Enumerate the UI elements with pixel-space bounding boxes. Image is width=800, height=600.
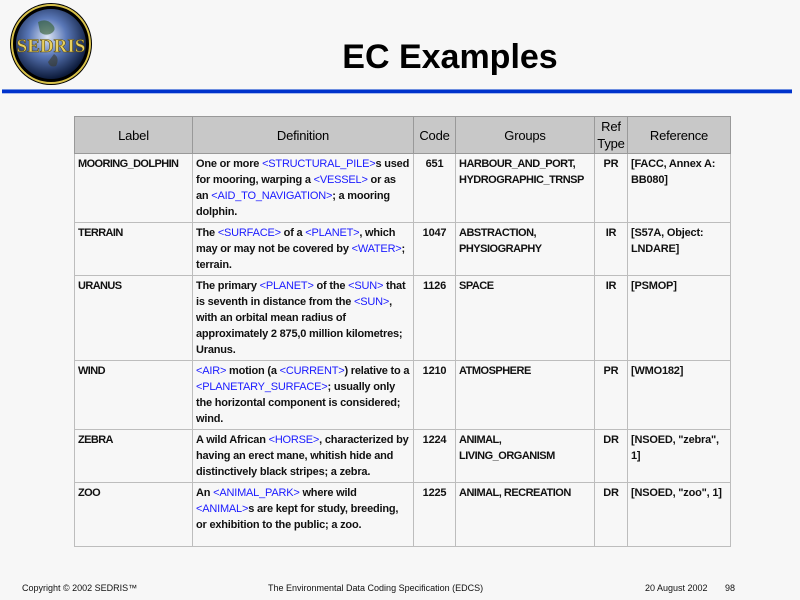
- cell-ref-type: DR: [595, 483, 628, 547]
- cell-reference: [NSOED, "zoo", 1]: [628, 483, 731, 547]
- concept-reference-link[interactable]: <AIR>: [196, 365, 227, 377]
- cell-groups: SPACE: [456, 276, 595, 361]
- definition-text: , which may or may not be covered by: [196, 227, 396, 255]
- col-header-label: Label: [75, 117, 193, 154]
- definition-text: , with an orbital mean radius of approximately 2 875,0 million kilometres; Uranus.: [196, 296, 403, 356]
- concept-reference-link[interactable]: <PLANETARY_SURFACE>: [196, 381, 328, 393]
- cell-ref-type: IR: [595, 276, 628, 361]
- cell-reference: [PSMOP]: [628, 276, 731, 361]
- col-header-ref-type: Ref Type: [595, 117, 628, 154]
- concept-reference-link[interactable]: <WATER>: [351, 243, 402, 255]
- definition-text: s are kept for study, breeding, or exhibition to the public; a zoo.: [196, 503, 399, 531]
- concept-reference-link[interactable]: <ANIMAL_PARK>: [213, 487, 300, 499]
- cell-code: 1047: [414, 223, 456, 276]
- concept-reference-link[interactable]: <HORSE>: [268, 434, 320, 446]
- definition-text: s used for mooring, warping a: [196, 158, 410, 186]
- table-row: [75, 361, 731, 430]
- col-header-groups: Groups: [456, 117, 595, 154]
- table-header-row: [75, 117, 731, 154]
- definition-text: ; terrain.: [196, 243, 406, 271]
- cell-reference: [WMO182]: [628, 361, 731, 430]
- concept-reference-link[interactable]: <SUN>: [348, 280, 384, 292]
- definition-text: where wild: [299, 487, 357, 499]
- footer-copyright: Copyright © 2002 SEDRIS™: [22, 583, 138, 593]
- table-row: [75, 483, 731, 547]
- concept-reference-link[interactable]: <CURRENT>: [279, 365, 345, 377]
- cell-code: 1210: [414, 361, 456, 430]
- cell-label: TERRAIN: [75, 223, 193, 276]
- concept-reference-link[interactable]: <PLANET>: [305, 227, 360, 239]
- definition-text: , characterized by having an erect mane, whitish hide and distinctively black stripes; a zebra.: [196, 434, 409, 478]
- cell-groups: ATMOSPHERE: [456, 361, 595, 430]
- cell-ref-type: DR: [595, 430, 628, 483]
- definition-text: An: [196, 487, 214, 499]
- table-row: [75, 223, 731, 276]
- definition-text: motion (a: [226, 365, 280, 377]
- cell-definition: [193, 276, 414, 361]
- col-header-reference: Reference: [628, 117, 731, 154]
- concept-reference-link[interactable]: <ANIMAL>: [196, 503, 249, 515]
- definition-text: The primary: [196, 280, 260, 292]
- cell-definition: [193, 154, 414, 223]
- cell-code: 1224: [414, 430, 456, 483]
- cell-groups: ANIMAL, RECREATION: [456, 483, 595, 547]
- concept-reference-link[interactable]: <AID_TO_NAVIGATION>: [211, 190, 333, 202]
- page-number: 98: [725, 583, 736, 593]
- cell-groups: HARBOUR_AND_PORT, HYDROGRAPHIC_TRNSP: [456, 154, 595, 223]
- concept-reference-link[interactable]: <STRUCTURAL_PILE>: [262, 158, 376, 170]
- cell-definition: [193, 223, 414, 276]
- definition-text: ; usually only the horizontal component is considered; wind.: [196, 381, 401, 425]
- table-row: [75, 430, 731, 483]
- cell-reference: [FACC, Annex A: BB080]: [628, 154, 731, 223]
- definition-text: ) relative to a: [344, 365, 410, 377]
- cell-label: WIND: [75, 361, 193, 430]
- cell-ref-type: IR: [595, 223, 628, 276]
- definition-text: One or more: [196, 158, 263, 170]
- footer-spec-title: The Environmental Data Coding Specification (EDCS): [268, 583, 484, 593]
- cell-label: MOORING_DOLPHIN: [75, 154, 193, 223]
- cell-reference: [NSOED, "zebra", 1]: [628, 430, 731, 483]
- table-row: [75, 154, 731, 223]
- cell-groups: ANIMAL, LIVING_ORGANISM: [456, 430, 595, 483]
- footer-date: 20 August 2002: [645, 583, 708, 593]
- concept-reference-link[interactable]: <VESSEL>: [313, 174, 368, 186]
- cell-definition: [193, 361, 414, 430]
- cell-ref-type: PR: [595, 361, 628, 430]
- cell-label: ZOO: [75, 483, 193, 547]
- cell-code: 651: [414, 154, 456, 223]
- concept-reference-link[interactable]: <SUN>: [354, 296, 390, 308]
- cell-label: ZEBRA: [75, 430, 193, 483]
- col-header-code: Code: [414, 117, 456, 154]
- definition-text: A wild African: [196, 434, 269, 446]
- definition-text: ; a mooring dolphin.: [196, 190, 390, 218]
- page-title: EC Examples: [342, 38, 558, 76]
- title-divider: [2, 89, 792, 94]
- definition-text: of the: [313, 280, 349, 292]
- logo-text: SEDRIS: [16, 36, 86, 57]
- ec-examples-table: [74, 116, 731, 547]
- cell-label: URANUS: [75, 276, 193, 361]
- definition-text: The: [196, 227, 218, 239]
- col-header-definition: Definition: [193, 117, 414, 154]
- cell-ref-type: PR: [595, 154, 628, 223]
- table-row: [75, 276, 731, 361]
- concept-reference-link[interactable]: <PLANET>: [259, 280, 314, 292]
- cell-definition: [193, 430, 414, 483]
- cell-code: 1225: [414, 483, 456, 547]
- concept-reference-link[interactable]: <SURFACE>: [217, 227, 281, 239]
- definition-text: that is seventh in distance from the: [196, 280, 406, 308]
- cell-groups: ABSTRACTION, PHYSIOGRAPHY: [456, 223, 595, 276]
- definition-text: or as an: [196, 174, 396, 202]
- cell-code: 1126: [414, 276, 456, 361]
- cell-reference: [S57A, Object: LNDARE]: [628, 223, 731, 276]
- cell-definition: [193, 483, 414, 547]
- definition-text: of a: [280, 227, 306, 239]
